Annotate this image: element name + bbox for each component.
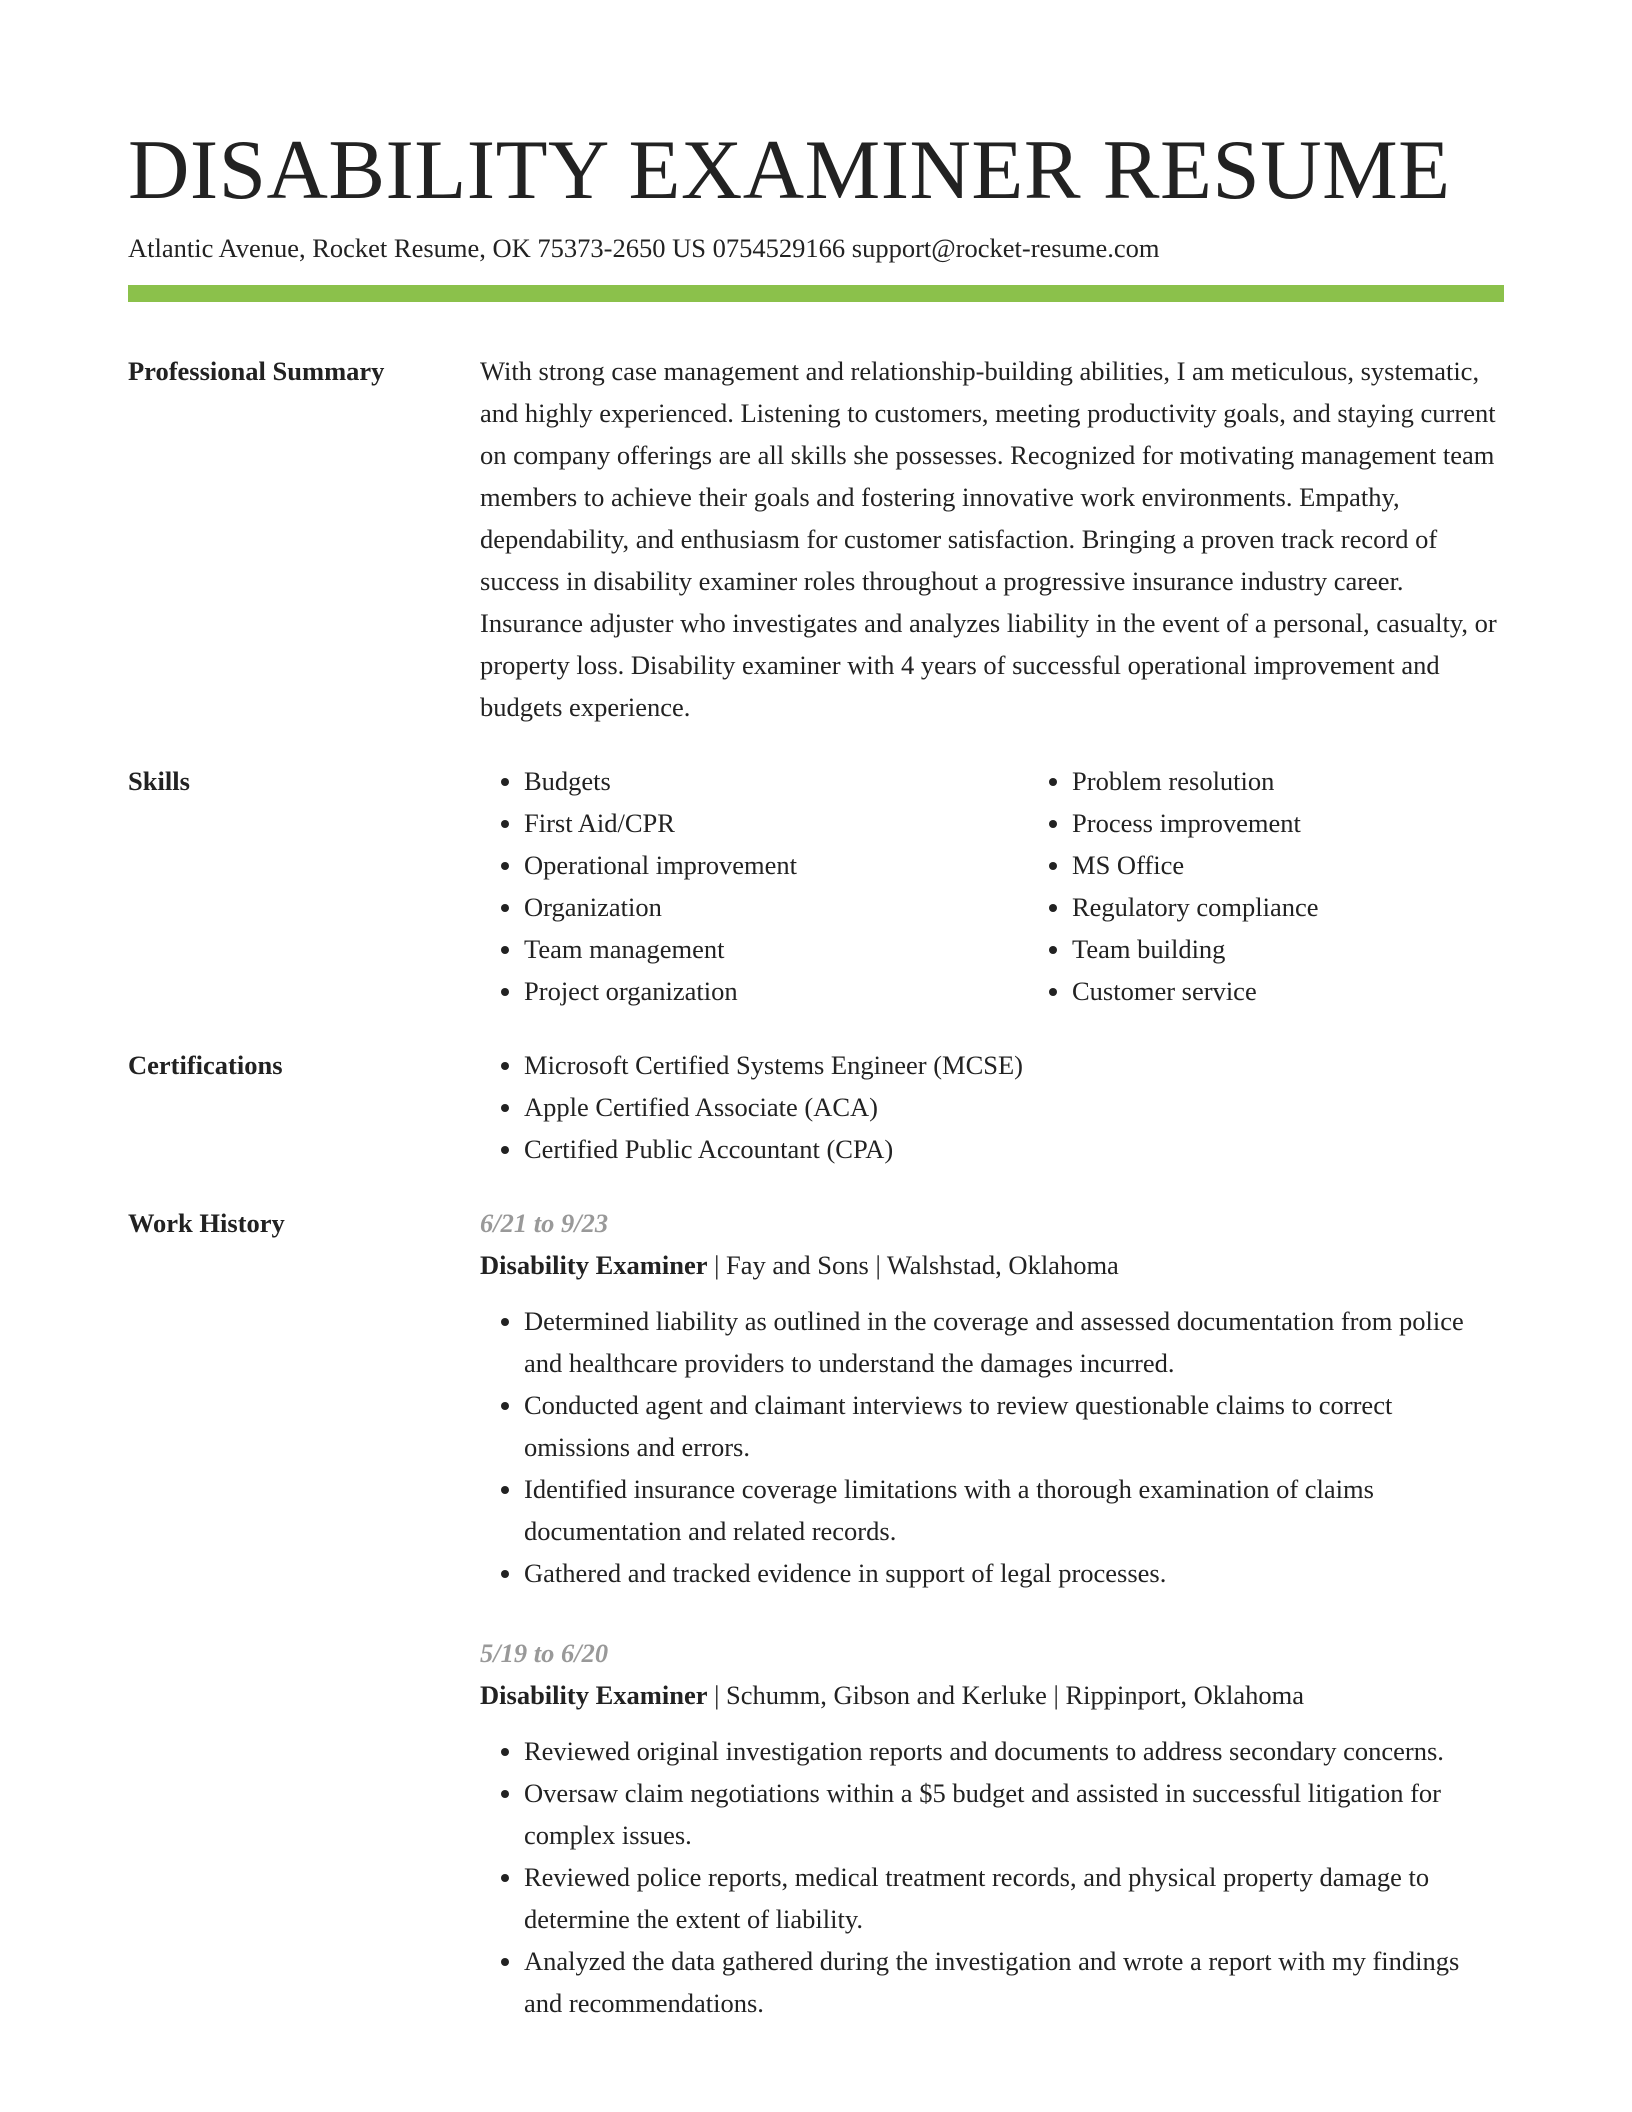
header-divider (128, 285, 1504, 302)
job-header (480, 1674, 1504, 1716)
job-bullet: • Oversaw claim negotiations within a $5 budget and assisted in successful litigation for complex issues. (524, 1772, 1504, 1856)
job-details: | Schumm, Gibson and Kerluke | Rippinport, Oklahoma (707, 1680, 1304, 1710)
work-history-section (128, 1202, 1504, 2062)
section-label-summary: Professional Summary (128, 356, 385, 386)
skills-list-left (480, 760, 984, 1012)
skill-item: • Project organization (524, 970, 984, 1012)
certification-item: • Certified Public Accountant (CPA) (524, 1128, 1504, 1170)
skill-item: • Customer service (1072, 970, 1532, 1012)
job-bullet: • Reviewed original investigation reports and documents to address secondary concerns. (524, 1730, 1504, 1772)
skill-item: • Process improvement (1072, 802, 1532, 844)
resume-title: DISABILITY EXAMINER RESUME (128, 123, 1451, 217)
job-title: Disability Examiner (480, 1680, 708, 1710)
skill-item: • MS Office (1072, 844, 1532, 886)
skill-item: • Budgets (524, 760, 984, 802)
job-bullets (480, 1300, 1504, 1594)
skill-item: • Team management (524, 928, 984, 970)
job-bullet: • Determined liability as outlined in the coverage and assessed documentation from police and healthcare providers to understand the damages incurred. (524, 1300, 1504, 1384)
skill-item: • First Aid/CPR (524, 802, 984, 844)
skill-item: • Problem resolution (1072, 760, 1532, 802)
job-entry (480, 1632, 1504, 2024)
skills-list-right (1028, 760, 1532, 1012)
job-bullets (480, 1730, 1504, 2024)
skill-item: • Regulatory compliance (1072, 886, 1532, 928)
skill-item: • Operational improvement (524, 844, 984, 886)
job-bullet: • Analyzed the data gathered during the investigation and wrote a report with my findings and recommendations. (524, 1940, 1504, 2024)
job-title: Disability Examiner (480, 1250, 708, 1280)
certification-item: • Microsoft Certified Systems Engineer (MCSE) (524, 1044, 1504, 1086)
certifications-list (480, 1044, 1504, 1170)
resume-sections (128, 350, 1504, 2094)
skills-section (128, 760, 1504, 1012)
section-label-certifications: Certifications (128, 1050, 283, 1080)
skill-item: • Team building (1072, 928, 1532, 970)
contact-line: Atlantic Avenue, Rocket Resume, OK 75373-2650 US 0754529166 support@rocket-resume.com (128, 233, 1160, 263)
professional-summary-section (128, 350, 1504, 728)
job-details: | Fay and Sons | Walshstad, Oklahoma (707, 1250, 1119, 1280)
job-header (480, 1244, 1504, 1286)
job-dates: 5/19 to 6/20 (480, 1638, 609, 1668)
summary-text: With strong case management and relationship-building abilities, I am meticulous, systematic, and highly experienced. Listening to customers, meeting productivity goals, and staying current on company offerings are all skills she possesses. Recognized for motivating management team members to achieve their goals and fostering innovative work environments. Empathy, dependability, and enthusiasm for customer satisfaction. Bringing a proven track record of success in disability examiner roles throughout a progressive insurance industry career. Insurance adjuster who investigates and analyzes liability in the event of a personal, casualty, or property loss. Disability examiner with 4 years of successful operational improvement and budgets experience. (480, 356, 1497, 722)
certifications-section (128, 1044, 1504, 1170)
skill-item: • Organization (524, 886, 984, 928)
certification-item: • Apple Certified Associate (ACA) (524, 1086, 1504, 1128)
job-bullet: • Reviewed police reports, medical treatment records, and physical property damage to determine the extent of liability. (524, 1856, 1504, 1940)
section-label-skills: Skills (128, 766, 190, 796)
job-bullet: • Identified insurance coverage limitations with a thorough examination of claims documentation and related records. (524, 1468, 1504, 1552)
job-entry (480, 1202, 1504, 1594)
job-dates: 6/21 to 9/23 (480, 1208, 609, 1238)
job-bullet: • Gathered and tracked evidence in support of legal processes. (524, 1552, 1504, 1594)
section-label-work-history: Work History (128, 1208, 285, 1238)
job-bullet: • Conducted agent and claimant interviews to review questionable claims to correct omissions and errors. (524, 1384, 1504, 1468)
